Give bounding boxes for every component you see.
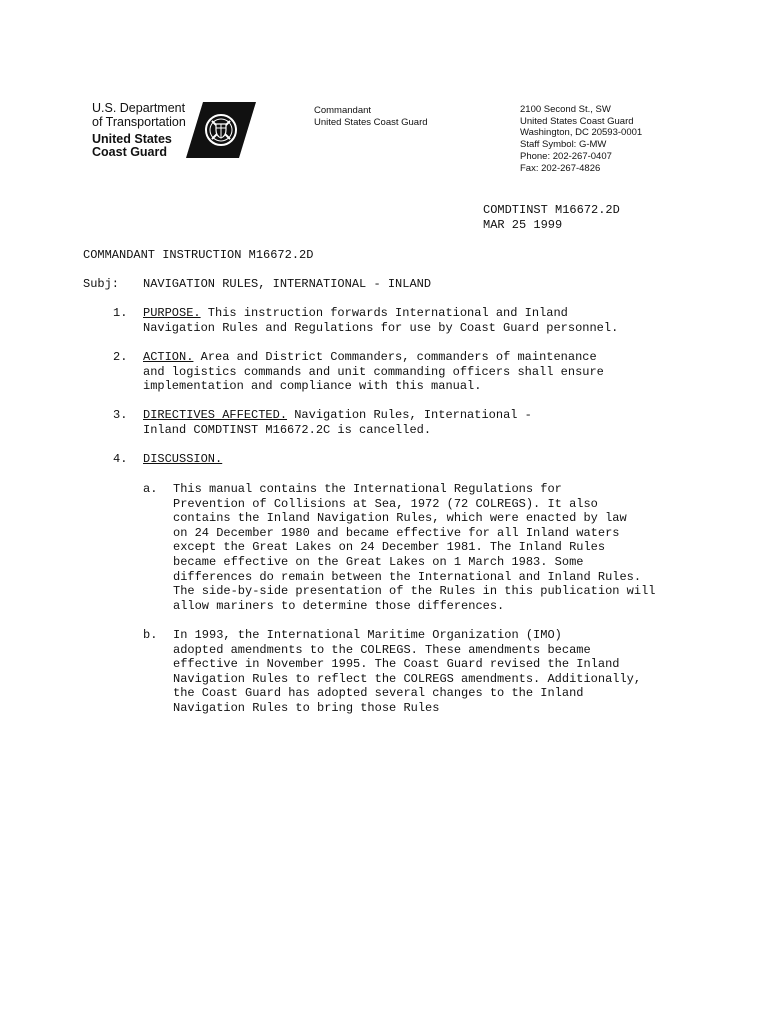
paragraph-line: The side-by-side presentation of the Rules in this publication will (173, 584, 656, 599)
section-number: 1. (113, 306, 128, 320)
subject-text: NAVIGATION RULES, INTERNATIONAL - INLAND (143, 277, 432, 291)
paragraph-line: Navigation Rules to bring those Rules (173, 700, 440, 715)
paragraph-line: contains the Inland Navigation Rules, which were enacted by law (173, 511, 627, 526)
section-directives (143, 408, 532, 437)
paragraph-line: Navigation Rules to reflect the COLREGS amendments. Additionally, (173, 671, 642, 686)
commandant-title: Commandant (314, 105, 372, 116)
dept-line-2: of Transportation (92, 115, 186, 129)
dept-name (92, 101, 186, 129)
section-heading: DISCUSSION. (143, 452, 223, 466)
section-text: Navigation Rules, International - (287, 408, 532, 422)
instruction-title: COMMANDANT INSTRUCTION M16672.2D (83, 248, 314, 262)
paragraph-line: adopted amendments to the COLREGS. These amendments became (173, 642, 591, 657)
uscg-line-2: Coast Guard (92, 145, 168, 159)
subject-label: Subj: (83, 277, 120, 291)
section-text: and logistics commands and unit commanding officers shall ensure (143, 364, 604, 379)
section-text: Area and District Commanders, commanders of maintenance (193, 350, 597, 364)
discussion-label: a. (143, 482, 158, 496)
address-line: Washington, DC 20593-0001 (520, 127, 643, 139)
paragraph-line: the Coast Guard has adopted several changes to the Inland (173, 686, 584, 701)
address-line: United States Coast Guard (520, 115, 634, 127)
reference-block (483, 203, 620, 232)
section-purpose (143, 306, 618, 335)
paragraph-line: differences do remain between the International and Inland Rules. (173, 569, 642, 584)
discussion-paragraph (173, 628, 641, 716)
section-action (143, 350, 604, 394)
address-line: 2100 Second St., SW (520, 104, 611, 115)
section-number: 2. (113, 350, 128, 364)
phone: Phone: 202-267-0407 (520, 150, 612, 162)
reference-number: COMDTINST M16672.2D (483, 203, 620, 217)
uscg-line-1: United States (92, 132, 172, 146)
paragraph-line: became effective on the Great Lakes on 1 March 1983. Some (173, 554, 584, 569)
section-text: implementation and compliance with this manual. (143, 379, 482, 394)
paragraph-line: on 24 December 1980 and became effective for all Inland waters (173, 525, 620, 540)
address-block (520, 104, 642, 174)
discussion-label: b. (143, 628, 158, 642)
commandant-block (314, 105, 428, 129)
section-text: Navigation Rules and Regulations for use by Coast Guard personnel. (143, 320, 619, 335)
staff-symbol: Staff Symbol: G-MW (520, 139, 607, 151)
reference-date: MAR 25 1999 (483, 217, 563, 232)
paragraph-line: allow mariners to determine those differences. (173, 598, 505, 613)
section-number: 3. (113, 408, 128, 422)
paragraph-line: This manual contains the International Regulations for (173, 482, 562, 496)
section-text: This instruction forwards International and Inland (200, 306, 568, 320)
paragraph-line: Prevention of Collisions at Sea, 1972 (72 COLREGS). It also (173, 496, 598, 511)
dept-line-1: U.S. Department (92, 101, 186, 115)
commandant-org: United States Coast Guard (314, 117, 428, 128)
paragraph-line: effective in November 1995. The Coast Guard revised the Inland (173, 657, 620, 672)
section-heading: DIRECTIVES AFFECTED. (143, 408, 288, 422)
fax: Fax: 202-267-4826 (520, 162, 601, 174)
agency-name-block (92, 101, 186, 159)
uscg-name (92, 133, 186, 159)
paragraph-line: except the Great Lakes on 24 December 1981. The Inland Rules (173, 540, 606, 555)
section-discussion (143, 452, 222, 467)
section-heading: ACTION. (143, 350, 194, 364)
section-heading: PURPOSE. (143, 306, 201, 320)
coast-guard-emblem-icon (186, 102, 256, 158)
discussion-paragraph (173, 482, 655, 613)
section-text: Inland COMDTINST M16672.2C is cancelled. (143, 422, 432, 437)
paragraph-line: In 1993, the International Maritime Organization (IMO) (173, 628, 562, 642)
section-number: 4. (113, 452, 128, 466)
